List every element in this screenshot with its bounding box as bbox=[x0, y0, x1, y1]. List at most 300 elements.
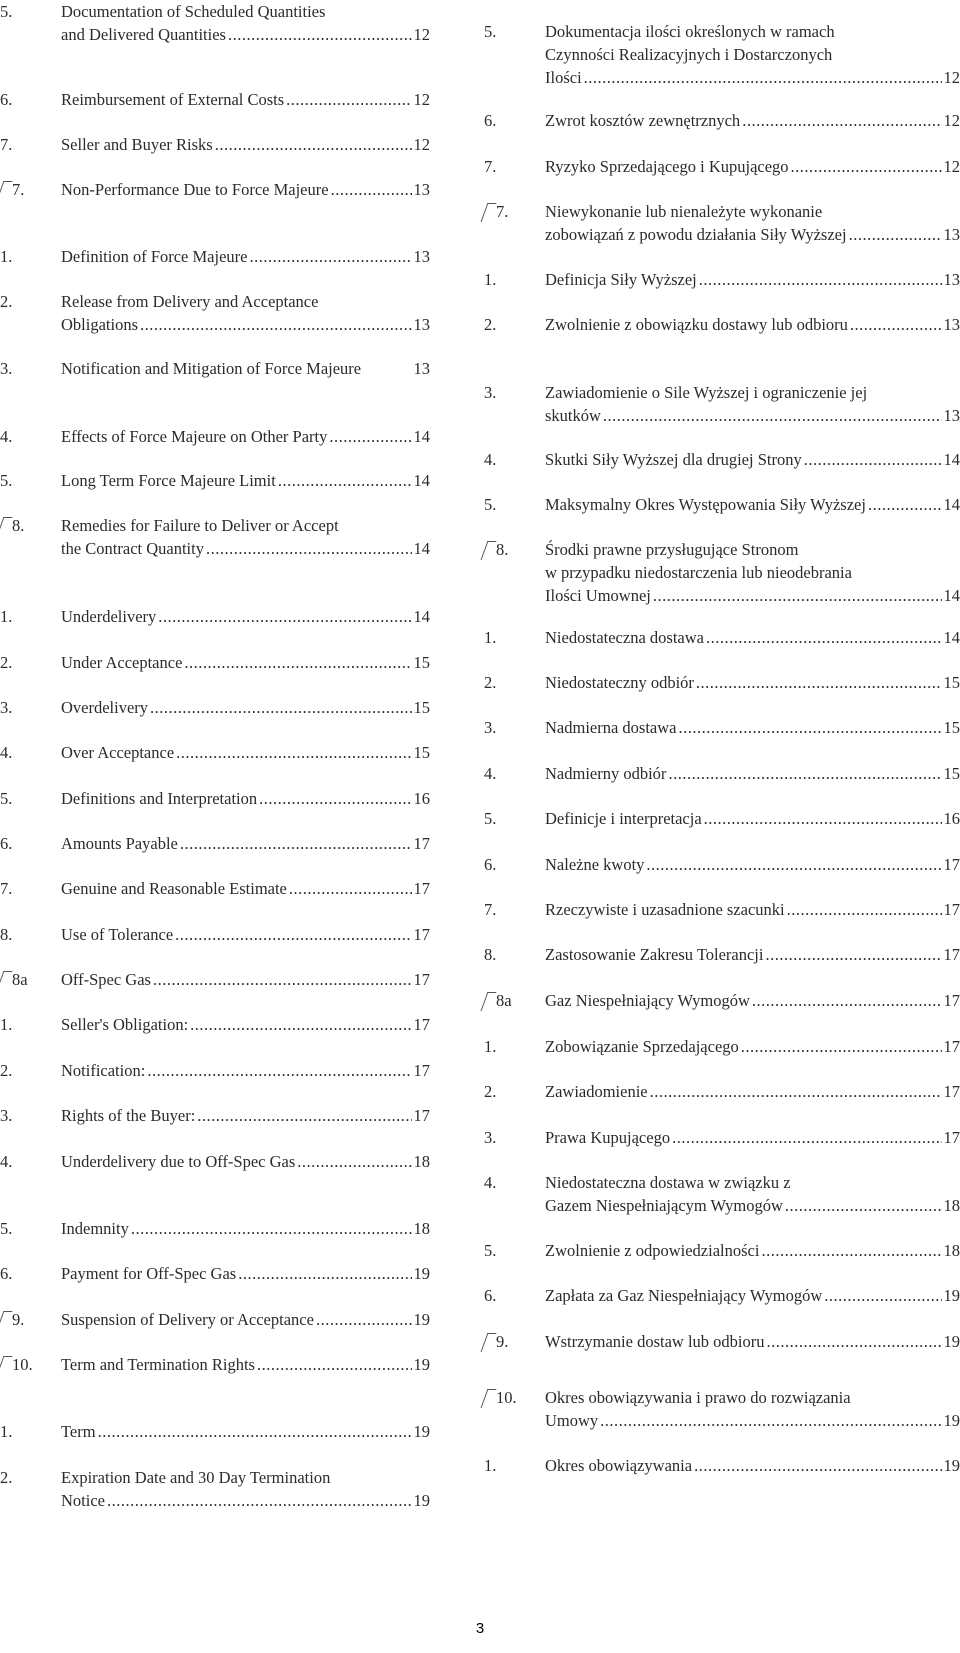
toc-page-number: 18 bbox=[413, 1219, 430, 1238]
toc-entry[interactable] bbox=[484, 538, 960, 607]
toc-page-number: 14 bbox=[943, 450, 960, 469]
toc-entry[interactable] bbox=[484, 671, 960, 694]
toc-entry[interactable] bbox=[0, 133, 430, 156]
toc-page-number: 15 bbox=[413, 653, 430, 672]
toc-number: 6. bbox=[0, 834, 13, 853]
toc-title-line: Reimbursement of External Costs bbox=[61, 90, 285, 109]
toc-title bbox=[545, 807, 960, 830]
toc-page-number: 15 bbox=[413, 743, 430, 762]
toc-entry[interactable] bbox=[484, 1171, 960, 1217]
toc-number: 5. bbox=[0, 471, 13, 490]
dot-leader bbox=[699, 268, 942, 291]
toc-page-number: 19 bbox=[943, 1456, 960, 1475]
toc-page-number: 17 bbox=[943, 1037, 960, 1056]
toc-title-line: Zwolnienie z odpowiedzialności bbox=[545, 1241, 760, 1260]
toc-title bbox=[61, 651, 430, 674]
toc-title bbox=[545, 943, 960, 966]
toc-page-number: 15 bbox=[943, 673, 960, 692]
toc-number: 8. bbox=[12, 516, 25, 535]
toc-page-number: 13 bbox=[943, 225, 960, 244]
toc-title-line: Zobowiązanie Sprzedającego bbox=[545, 1037, 739, 1056]
toc-page-number: 17 bbox=[413, 1061, 430, 1080]
toc-number: 1. bbox=[0, 247, 13, 266]
toc-title-line: Rights of the Buyer: bbox=[61, 1106, 196, 1125]
toc-entry[interactable] bbox=[484, 807, 960, 830]
toc-page-number: 12 bbox=[413, 25, 430, 44]
dot-leader bbox=[153, 968, 412, 991]
toc-title-line: Genuine and Reasonable Estimate bbox=[61, 879, 287, 898]
toc-entry[interactable] bbox=[484, 109, 960, 132]
toc-title bbox=[545, 448, 960, 471]
toc-page-number: 19 bbox=[943, 1332, 960, 1351]
toc-number: 2. bbox=[484, 315, 497, 334]
toc-page-number: 15 bbox=[943, 764, 960, 783]
dot-leader bbox=[850, 313, 942, 336]
toc-page-number: 14 bbox=[413, 471, 430, 490]
toc-entry[interactable] bbox=[0, 832, 430, 855]
toc-entry[interactable] bbox=[484, 762, 960, 785]
toc-page-number: 17 bbox=[413, 834, 430, 853]
toc-title-line: Nadmierna dostawa bbox=[545, 718, 677, 737]
toc-number: 7. bbox=[0, 879, 13, 898]
toc-entry[interactable] bbox=[0, 968, 430, 991]
toc-title bbox=[545, 268, 960, 291]
dot-leader bbox=[278, 469, 412, 492]
toc-number: 6. bbox=[484, 1286, 497, 1305]
toc-entry[interactable] bbox=[0, 1420, 430, 1443]
toc-title-line: the Contract Quantity bbox=[61, 539, 204, 558]
toc-title bbox=[61, 877, 430, 900]
toc-title bbox=[545, 716, 960, 739]
toc-title-line: Nadmierny odbiór bbox=[545, 764, 667, 783]
dot-leader bbox=[761, 1239, 941, 1262]
dot-leader bbox=[131, 1217, 412, 1240]
toc-number: 8. bbox=[484, 945, 497, 964]
toc-page-number: 13 bbox=[943, 406, 960, 425]
dot-leader bbox=[868, 493, 942, 516]
toc-title-line: Notification and Mitigation of Force Majeure bbox=[61, 359, 362, 378]
toc-entry[interactable] bbox=[484, 1330, 960, 1353]
toc-number: 9. bbox=[496, 1332, 509, 1351]
toc-title bbox=[545, 538, 960, 607]
toc-title bbox=[545, 313, 960, 336]
toc-title bbox=[545, 626, 960, 649]
toc-entry[interactable] bbox=[0, 651, 430, 674]
toc-page-number: 13 bbox=[413, 315, 430, 334]
toc-title-line: Zawiadomienie o Sile Wyższej i ograniczenie jej bbox=[545, 383, 868, 402]
toc-title-line: Niedostateczny odbiór bbox=[545, 673, 694, 692]
dot-leader bbox=[107, 1489, 412, 1512]
toc-title bbox=[545, 1386, 960, 1432]
toc-title-line: Należne kwoty bbox=[545, 855, 645, 874]
dot-leader bbox=[849, 223, 942, 246]
dot-leader bbox=[158, 605, 411, 628]
toc-title-line: Definicja Siły Wyższej bbox=[545, 270, 697, 289]
toc-title-line: Niedostateczna dostawa w związku z bbox=[545, 1173, 791, 1192]
toc-page-number: 12 bbox=[413, 135, 430, 154]
toc-number: 1. bbox=[0, 1015, 13, 1034]
toc-entry[interactable] bbox=[484, 381, 960, 427]
toc-title bbox=[545, 200, 960, 246]
toc-title bbox=[545, 1080, 960, 1103]
toc-number: 7. bbox=[0, 135, 13, 154]
dot-leader bbox=[646, 853, 941, 876]
section-mark-icon bbox=[0, 1311, 12, 1330]
toc-title bbox=[61, 290, 430, 336]
toc-title-line: Remedies for Failure to Deliver or Accept bbox=[61, 516, 339, 535]
toc-page-number: 14 bbox=[943, 495, 960, 514]
toc-page-number: 14 bbox=[943, 628, 960, 647]
dot-leader bbox=[741, 1035, 942, 1058]
toc-page-number: 17 bbox=[943, 1082, 960, 1101]
dot-leader bbox=[238, 1262, 411, 1285]
toc-number: 10. bbox=[12, 1355, 33, 1374]
dot-leader bbox=[824, 1284, 941, 1307]
toc-number: 8. bbox=[0, 925, 13, 944]
toc-title bbox=[545, 1330, 960, 1353]
dot-leader bbox=[603, 404, 942, 427]
toc-page-number: 13 bbox=[413, 180, 430, 199]
toc-entry[interactable] bbox=[0, 1308, 430, 1331]
toc-page-number: 16 bbox=[943, 809, 960, 828]
toc-entry[interactable] bbox=[0, 1013, 430, 1036]
dot-leader bbox=[767, 1330, 942, 1353]
toc-entry[interactable] bbox=[484, 898, 960, 921]
toc-entry[interactable] bbox=[484, 943, 960, 966]
toc-title bbox=[61, 923, 430, 946]
toc-page-number: 17 bbox=[943, 945, 960, 964]
toc-entry[interactable] bbox=[484, 1386, 960, 1432]
toc-entry[interactable] bbox=[484, 853, 960, 876]
dot-leader bbox=[197, 1104, 411, 1127]
toc-title-line: Non-Performance Due to Force Majeure bbox=[61, 180, 329, 199]
dot-leader bbox=[791, 155, 942, 178]
toc-number: 2. bbox=[0, 1468, 13, 1487]
toc-number: 2. bbox=[484, 1082, 497, 1101]
dot-leader bbox=[706, 626, 942, 649]
toc-entry[interactable] bbox=[0, 1262, 430, 1285]
toc-title-line: Zawiadomienie bbox=[545, 1082, 648, 1101]
toc-number: 4. bbox=[0, 427, 13, 446]
toc-title-line: Use of Tolerance bbox=[61, 925, 174, 944]
toc-title bbox=[61, 514, 430, 560]
toc-title-line: Expiration Date and 30 Day Termination bbox=[61, 1468, 331, 1487]
dot-leader bbox=[286, 88, 411, 111]
toc-page-number: 17 bbox=[413, 1106, 430, 1125]
dot-leader bbox=[249, 245, 411, 268]
toc-entry[interactable] bbox=[0, 290, 430, 336]
toc-entry[interactable] bbox=[484, 1284, 960, 1307]
toc-entry[interactable] bbox=[0, 88, 430, 111]
dot-leader bbox=[785, 1194, 942, 1217]
toc-entry[interactable] bbox=[0, 1466, 430, 1512]
toc-title bbox=[61, 696, 430, 719]
toc-title bbox=[61, 0, 430, 46]
toc-title-line: Niewykonanie lub nienależyte wykonanie bbox=[545, 202, 823, 221]
toc-entry[interactable] bbox=[484, 200, 960, 246]
toc-page-number: 14 bbox=[413, 539, 430, 558]
toc-number: 8a bbox=[12, 970, 28, 989]
toc-title-line: Rzeczywiste i uzasadnione szacunki bbox=[545, 900, 785, 919]
toc-number: 3. bbox=[0, 1106, 13, 1125]
toc-title-line: Maksymalny Okres Występowania Siły Wyższej bbox=[545, 495, 866, 514]
toc-entry[interactable] bbox=[484, 155, 960, 178]
toc-number: 4. bbox=[484, 1173, 497, 1192]
toc-page-number: 19 bbox=[413, 1264, 430, 1283]
toc-entry[interactable] bbox=[0, 605, 430, 628]
dot-leader bbox=[752, 989, 942, 1012]
toc-title-line: Seller and Buyer Risks bbox=[61, 135, 213, 154]
dot-leader bbox=[653, 584, 942, 607]
toc-title-line: Ryzyko Sprzedającego i Kupującego bbox=[545, 157, 789, 176]
toc-number: 7. bbox=[484, 157, 497, 176]
toc-title bbox=[61, 787, 430, 810]
toc-title bbox=[61, 1308, 430, 1331]
toc-number: 4. bbox=[484, 450, 497, 469]
page-number: 3 bbox=[475, 1620, 485, 1637]
toc-page-number: 15 bbox=[413, 698, 430, 717]
toc-entry[interactable] bbox=[0, 514, 430, 560]
toc-title bbox=[545, 1171, 960, 1217]
toc-page-number: 14 bbox=[943, 586, 960, 605]
toc-title bbox=[545, 109, 960, 132]
toc-title bbox=[545, 155, 960, 178]
toc-entry[interactable] bbox=[0, 787, 430, 810]
toc-entry[interactable] bbox=[484, 1035, 960, 1058]
toc-title-line: Term bbox=[61, 1422, 96, 1441]
toc-page-number: 19 bbox=[413, 1355, 430, 1374]
toc-page-number: 12 bbox=[943, 68, 960, 87]
toc-title-line: Zastosowanie Zakresu Tolerancji bbox=[545, 945, 764, 964]
toc-title-line: Term and Termination Rights bbox=[61, 1355, 255, 1374]
toc-page-number: 17 bbox=[413, 925, 430, 944]
toc-title bbox=[545, 671, 960, 694]
toc-title-line: Gaz Niespełniający Wymogów bbox=[545, 991, 750, 1010]
toc-number: 3. bbox=[484, 383, 497, 402]
toc-title-line: Off-Spec Gas bbox=[61, 970, 151, 989]
dot-leader bbox=[742, 109, 941, 132]
dot-leader bbox=[259, 787, 411, 810]
toc-entry[interactable] bbox=[0, 1104, 430, 1127]
toc-entry[interactable] bbox=[0, 696, 430, 719]
dot-leader bbox=[150, 696, 411, 719]
toc-entry[interactable] bbox=[0, 877, 430, 900]
toc-page-number: 18 bbox=[413, 1152, 430, 1171]
dot-leader bbox=[329, 425, 411, 448]
toc-entry[interactable] bbox=[484, 268, 960, 291]
toc-title-line: Okres obowiązywania i prawo do rozwiązania bbox=[545, 1388, 851, 1407]
toc-page-number: 16 bbox=[413, 789, 430, 808]
toc-page-number: 12 bbox=[413, 90, 430, 109]
toc-number: 1. bbox=[484, 628, 497, 647]
toc-title-line: Long Term Force Majeure Limit bbox=[61, 471, 276, 490]
toc-title-line: Ilości Umownej bbox=[545, 586, 651, 605]
toc-entry[interactable] bbox=[484, 1126, 960, 1149]
toc-title bbox=[61, 1217, 430, 1240]
toc-title bbox=[61, 1104, 430, 1127]
toc-number: 6. bbox=[484, 111, 497, 130]
dot-leader bbox=[228, 23, 412, 46]
dot-leader bbox=[584, 66, 942, 89]
toc-entry[interactable] bbox=[0, 1059, 430, 1082]
toc-title-line: Overdelivery bbox=[61, 698, 149, 717]
toc-entry[interactable] bbox=[0, 741, 430, 764]
toc-title bbox=[61, 245, 430, 268]
toc-number: 4. bbox=[0, 743, 13, 762]
toc-title-line: w przypadku niedostarczenia lub nieodebrania bbox=[545, 563, 852, 582]
toc-page-number: 13 bbox=[943, 315, 960, 334]
toc-title-line: skutków bbox=[545, 406, 601, 425]
toc-entry[interactable] bbox=[484, 989, 960, 1012]
dot-leader bbox=[679, 716, 942, 739]
section-mark-icon bbox=[0, 1356, 12, 1375]
dot-leader bbox=[289, 877, 412, 900]
section-mark-icon bbox=[481, 203, 497, 222]
dot-leader bbox=[696, 671, 942, 694]
toc-title bbox=[61, 1150, 430, 1173]
toc-page-number: 19 bbox=[413, 1310, 430, 1329]
toc-title-line: Definition of Force Majeure bbox=[61, 247, 248, 266]
toc-title-line: Zwolnienie z obowiązku dostawy lub odbioru bbox=[545, 315, 848, 334]
dot-leader bbox=[600, 1409, 941, 1432]
dot-leader bbox=[140, 313, 412, 336]
toc-entry[interactable] bbox=[484, 20, 960, 89]
dot-leader bbox=[215, 133, 412, 156]
toc-entry[interactable] bbox=[484, 493, 960, 516]
toc-title-line: Seller's Obligation: bbox=[61, 1015, 189, 1034]
toc-number: 1. bbox=[484, 1456, 497, 1475]
toc-number: 1. bbox=[484, 270, 497, 289]
toc-title-line: Definitions and Interpretation bbox=[61, 789, 258, 808]
toc-title-line: Release from Delivery and Acceptance bbox=[61, 292, 319, 311]
dot-leader bbox=[650, 1080, 942, 1103]
toc-entry[interactable] bbox=[0, 1217, 430, 1240]
toc-number: 2. bbox=[0, 292, 13, 311]
toc-entry[interactable] bbox=[0, 923, 430, 946]
toc-entry[interactable] bbox=[0, 0, 430, 46]
toc-entry[interactable] bbox=[0, 425, 430, 448]
toc-number: 3. bbox=[0, 698, 13, 717]
toc-title-line: Notice bbox=[61, 1491, 105, 1510]
toc-entry[interactable] bbox=[0, 245, 430, 268]
toc-title-line: and Delivered Quantities bbox=[61, 25, 226, 44]
toc-title-line: Suspension of Delivery or Acceptance bbox=[61, 1310, 314, 1329]
toc-entry[interactable] bbox=[0, 1150, 430, 1173]
toc-title bbox=[545, 762, 960, 785]
toc-entry[interactable] bbox=[0, 178, 430, 201]
toc-title-line: Definicje i interpretacja bbox=[545, 809, 702, 828]
toc-page-number: 18 bbox=[943, 1241, 960, 1260]
toc-page-number: 19 bbox=[413, 1491, 430, 1510]
dot-leader bbox=[190, 1013, 411, 1036]
toc-title-line: Umowy bbox=[545, 1411, 599, 1430]
toc-number: 4. bbox=[0, 1152, 13, 1171]
toc-page-number: 19 bbox=[413, 1422, 430, 1441]
toc-number: 8. bbox=[496, 540, 509, 559]
toc-number: 1. bbox=[0, 1422, 13, 1441]
toc-entry[interactable] bbox=[484, 716, 960, 739]
toc-number: 6. bbox=[0, 90, 13, 109]
toc-page-number: 13 bbox=[413, 247, 430, 266]
section-mark-icon bbox=[0, 517, 12, 536]
toc-number: 6. bbox=[0, 1264, 13, 1283]
toc-page-number: 15 bbox=[943, 718, 960, 737]
toc-title bbox=[61, 1262, 430, 1285]
toc-title bbox=[61, 1013, 430, 1036]
toc-title bbox=[61, 133, 430, 156]
toc-title bbox=[545, 1035, 960, 1058]
section-mark-icon bbox=[481, 541, 497, 560]
toc-number: 6. bbox=[484, 855, 497, 874]
toc-title-line: Underdelivery bbox=[61, 607, 157, 626]
dot-leader bbox=[787, 898, 942, 921]
toc-entry[interactable] bbox=[484, 1239, 960, 1262]
toc-number: 3. bbox=[484, 1128, 497, 1147]
toc-title bbox=[545, 1454, 960, 1477]
dot-leader bbox=[765, 943, 941, 966]
dot-leader bbox=[147, 1059, 411, 1082]
toc-entry[interactable] bbox=[484, 1080, 960, 1103]
toc-title-line: Czynności Realizacyjnych i Dostarczonych bbox=[545, 45, 833, 64]
toc-entry[interactable] bbox=[484, 626, 960, 649]
toc-number: 7. bbox=[484, 900, 497, 919]
toc-title-line: Underdelivery due to Off-Spec Gas bbox=[61, 1152, 296, 1171]
toc-title bbox=[61, 425, 430, 448]
toc-page-number: 17 bbox=[413, 970, 430, 989]
dot-leader bbox=[668, 762, 941, 785]
dot-leader bbox=[98, 1420, 412, 1443]
toc-title-line: Środki prawne przysługujące Stronom bbox=[545, 540, 799, 559]
section-mark-icon bbox=[481, 1333, 497, 1352]
toc-entry[interactable] bbox=[0, 357, 430, 380]
toc-number: 2. bbox=[0, 653, 13, 672]
toc-title-line: Okres obowiązywania bbox=[545, 1456, 693, 1475]
toc-page-number: 13 bbox=[413, 359, 430, 378]
toc-entry[interactable] bbox=[484, 448, 960, 471]
dot-leader bbox=[297, 1150, 411, 1173]
toc-number: 8a bbox=[496, 991, 512, 1010]
toc-number: 1. bbox=[0, 607, 13, 626]
toc-title-line: Gazem Niespełniającym Wymogów bbox=[545, 1196, 783, 1215]
toc-number: 2. bbox=[0, 1061, 13, 1080]
toc-title-line: Indemnity bbox=[61, 1219, 129, 1238]
toc-number: 5. bbox=[484, 809, 497, 828]
dot-leader bbox=[176, 741, 411, 764]
toc-entry[interactable] bbox=[484, 313, 960, 336]
toc-title-line: Zwrot kosztów zewnętrznych bbox=[545, 111, 741, 130]
toc-entry[interactable] bbox=[484, 1454, 960, 1477]
toc-entry[interactable] bbox=[0, 469, 430, 492]
toc-title-line: Obligations bbox=[61, 315, 138, 334]
toc-number: 1. bbox=[484, 1037, 497, 1056]
toc-title bbox=[545, 1284, 960, 1307]
toc-page-number: 17 bbox=[943, 991, 960, 1010]
toc-title bbox=[61, 1059, 430, 1082]
dot-leader bbox=[694, 1454, 941, 1477]
section-mark-icon bbox=[481, 992, 497, 1011]
toc-title-line: Payment for Off-Spec Gas bbox=[61, 1264, 237, 1283]
toc-title bbox=[545, 381, 960, 427]
dot-leader bbox=[804, 448, 942, 471]
dot-leader bbox=[672, 1126, 941, 1149]
toc-page-number: 19 bbox=[943, 1286, 960, 1305]
dot-leader bbox=[206, 537, 412, 560]
toc-number: 10. bbox=[496, 1388, 517, 1407]
toc-title-line: Niedostateczna dostawa bbox=[545, 628, 704, 647]
toc-entry[interactable] bbox=[0, 1353, 430, 1376]
toc-title-line: Ilości bbox=[545, 68, 582, 87]
dot-leader bbox=[184, 651, 411, 674]
